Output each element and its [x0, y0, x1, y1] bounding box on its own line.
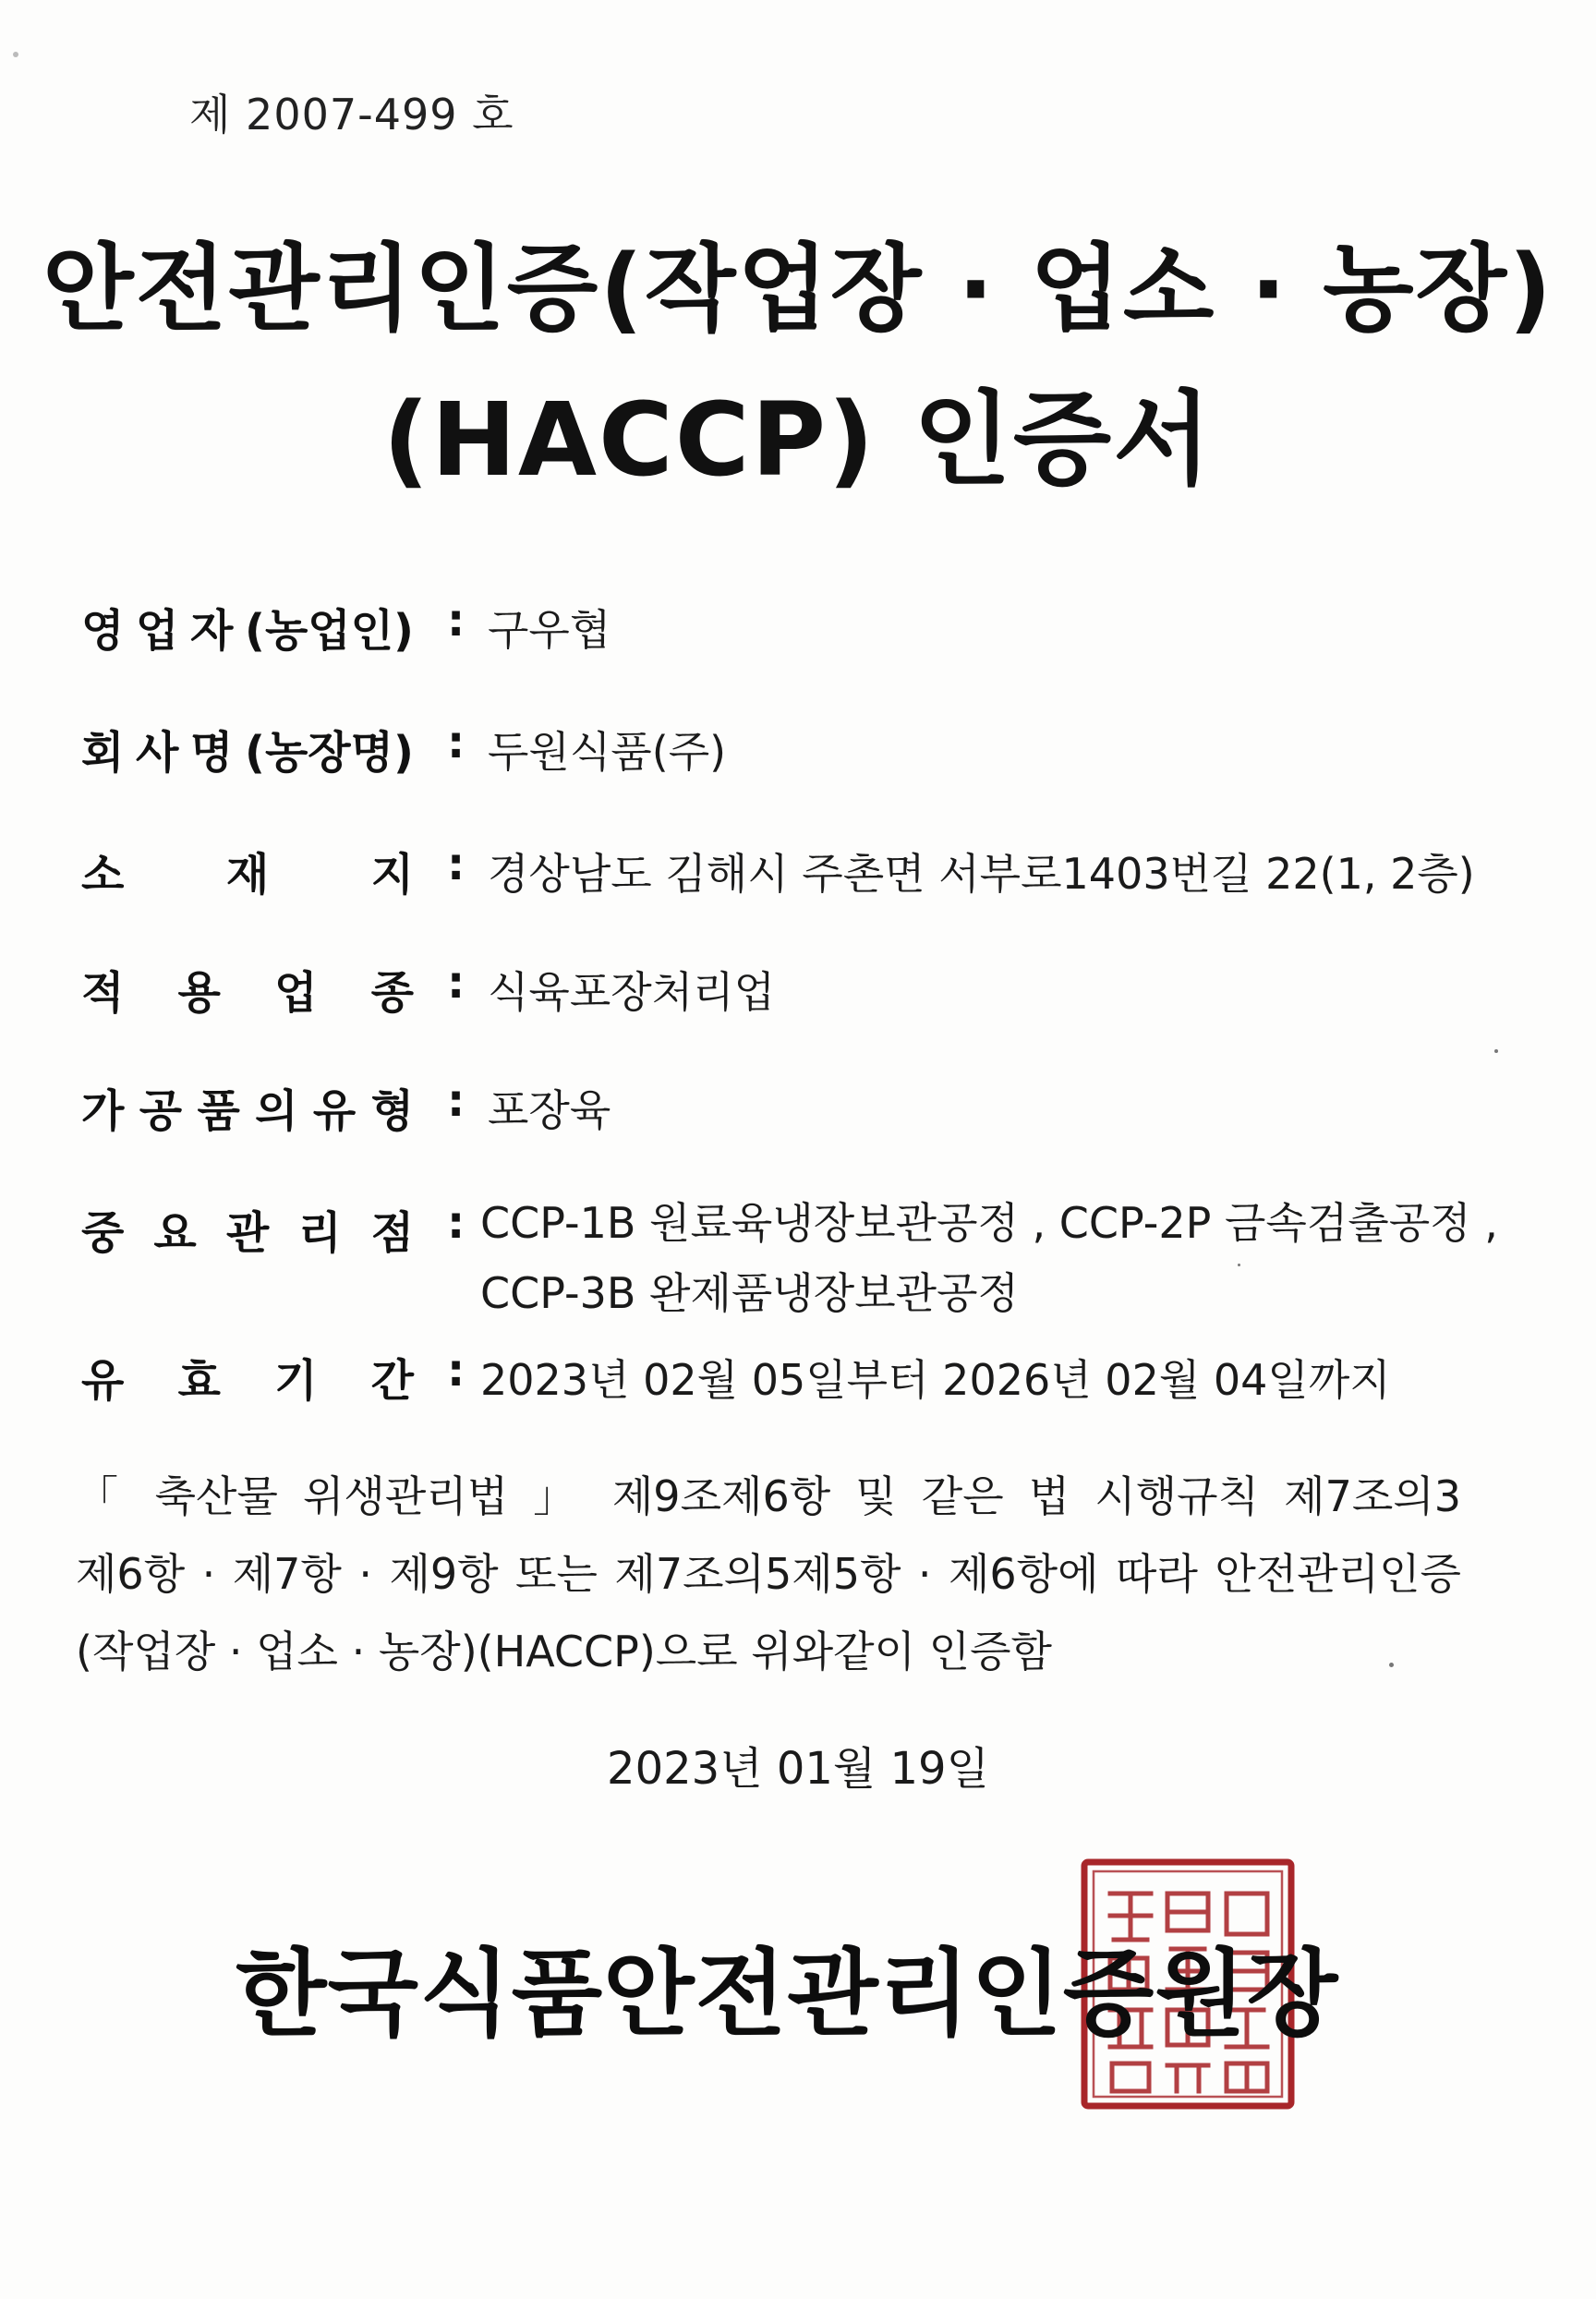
label-char: 지: [370, 849, 414, 901]
field-ccp-value: [480, 1188, 1498, 1328]
field-location-value: 경상남도 김해시 주촌면 서부로1403번길 22(1, 2층): [488, 849, 1475, 899]
statement-line2: 제6항 · 제7항 · 제9항 또는 제7조의5제5항 · 제6항에 따라 안전관리인증: [76, 1549, 1461, 1599]
field-colon: :: [447, 957, 466, 1009]
label-char: 적: [81, 967, 125, 1019]
field-ccp: [81, 1197, 1513, 1345]
label-char: 영: [81, 605, 125, 657]
label-char: 재: [225, 849, 270, 901]
label-char: 명: [190, 727, 234, 779]
label-char: 사: [136, 727, 179, 779]
label-char: 효: [177, 1355, 221, 1407]
scan-speck: [13, 52, 18, 57]
statement-line1: 「 축산물 위생관리법 」 제9조제6항 및 같은 법 시행규칙 제7조의3: [76, 1471, 1461, 1521]
field-operator-label: [81, 595, 414, 659]
field-product-type: [81, 1075, 1513, 1142]
field-business-type: [81, 957, 1513, 1023]
field-location-label: [81, 839, 414, 902]
field-colon: :: [447, 595, 466, 647]
label-char: 기: [274, 1355, 318, 1407]
field-product-type-value: 포장육: [488, 1085, 611, 1135]
field-colon: :: [447, 839, 466, 890]
field-colon: :: [447, 717, 466, 768]
label-char: 유: [81, 1355, 125, 1407]
field-business-type-label: [81, 957, 414, 1021]
ccp-value-line1: CCP-1B 원료육냉장보관공정 , CCP-2P 금속검출공정 ,: [480, 1198, 1498, 1248]
certification-statement: [76, 1458, 1461, 1690]
statement-line3: (작업장 · 업소 · 농장)(HACCP)으로 위와같이 인증함: [76, 1627, 1052, 1676]
label-char: 중: [81, 1207, 125, 1259]
scan-speck: [1494, 1049, 1498, 1053]
label-char: 공: [139, 1085, 183, 1137]
label-char: 관: [225, 1207, 270, 1259]
issuer-name: 한국식품안전관리인증원장: [236, 1940, 1339, 2050]
label-char: 간: [370, 1355, 414, 1407]
label-char: 가: [81, 1085, 125, 1137]
field-colon: :: [447, 1197, 466, 1249]
field-validity: [81, 1345, 1513, 1411]
label-char: (농장명): [245, 727, 414, 779]
label-char: 자: [190, 605, 234, 657]
field-business-type-value: 식육포장처리업: [488, 967, 776, 1017]
label-char: 요: [153, 1207, 197, 1259]
label-char: 품: [197, 1085, 240, 1137]
label-char: 용: [177, 967, 221, 1019]
certificate-title-line1: 안전관리인증(작업장 · 업소 · 농장): [42, 235, 1554, 345]
field-location: [81, 839, 1513, 905]
label-char: 회: [81, 727, 125, 779]
label-char: 소: [81, 849, 125, 901]
field-company: [81, 717, 1513, 783]
certificate-number: 제 2007-499 호: [189, 90, 514, 139]
field-operator-value: 구우협: [488, 605, 611, 655]
label-char: (농업인): [245, 605, 414, 657]
label-char: 형: [370, 1085, 414, 1137]
field-colon: :: [447, 1345, 466, 1397]
label-char: 종: [370, 967, 414, 1019]
field-ccp-label: [81, 1197, 414, 1261]
field-colon: :: [447, 1075, 466, 1127]
field-company-label: [81, 717, 414, 780]
scan-speck: [1389, 1663, 1394, 1667]
field-operator: [81, 595, 1513, 661]
issue-date: 2023년 01월 19일: [607, 1743, 989, 1795]
ccp-value-line2: CCP-3B 완제품냉장보관공정: [480, 1268, 1019, 1318]
label-char: 업: [274, 967, 318, 1019]
label-char: 리: [298, 1207, 342, 1259]
label-char: 유: [312, 1085, 357, 1137]
field-company-value: 두원식품(주): [488, 727, 727, 777]
field-product-type-label: [81, 1075, 414, 1139]
field-validity-value: 2023년 02월 05일부터 2026년 02월 04일까지: [480, 1355, 1391, 1405]
label-char: 점: [370, 1207, 414, 1259]
label-char: 의: [255, 1085, 298, 1137]
certificate-title-line2: (HACCP) 인증서: [382, 381, 1214, 499]
scan-speck: [1238, 1264, 1240, 1266]
label-char: 업: [136, 605, 179, 657]
field-validity-label: [81, 1345, 414, 1409]
